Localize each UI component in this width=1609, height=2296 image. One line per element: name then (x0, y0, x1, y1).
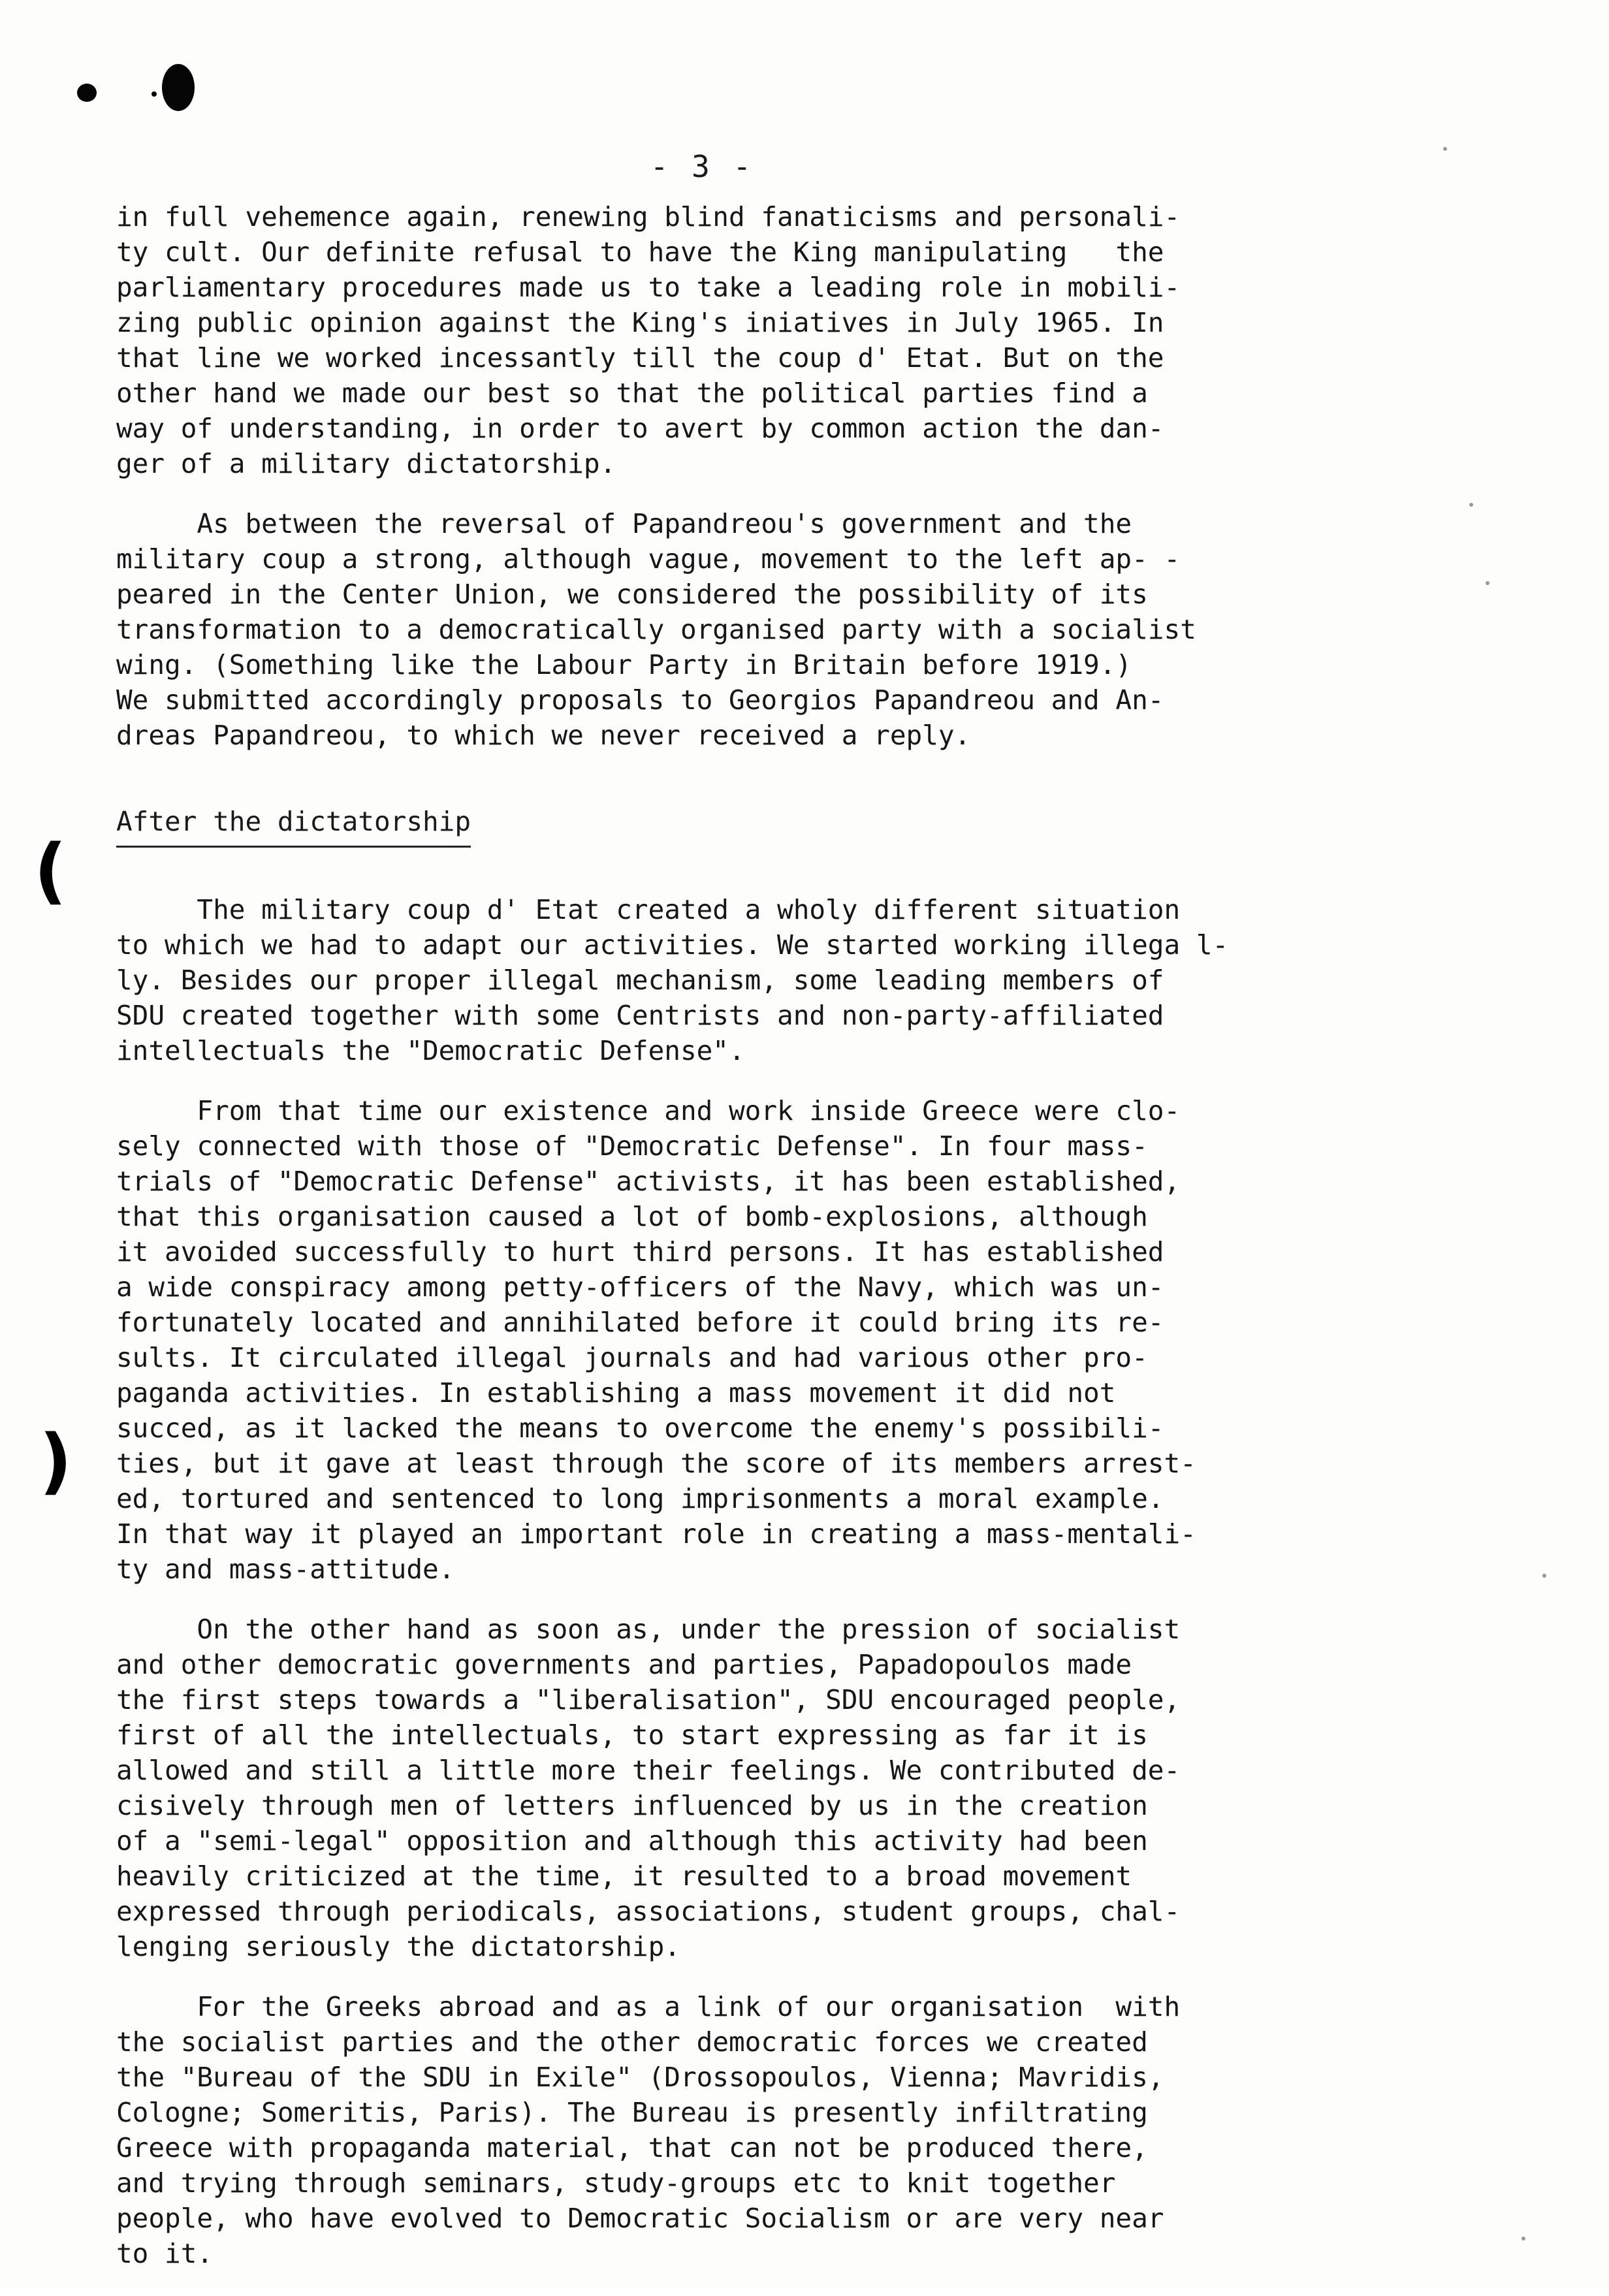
scan-speck (1486, 581, 1490, 585)
punch-hole-dot (77, 84, 97, 102)
scan-speck (1469, 503, 1473, 507)
paragraph: From that time our existence and work inside Greece were clo- sely connected with those of "Democratic Defense". In four mass- trials of "Democratic Defense" activists, it has been established, that this organisation caused a lot of bomb-explosions, although it avoided successfully to hurt third persons. It has established a wide conspiracy among petty-officers of the Navy, which was un- fortunately located and annihilated before it could bring its re- sults. It circulated illegal journals and had various other pro- paganda activities. In establishing a mass movement it did not succed, as it lacked the means to overcome the enemy's possibili- ties, but it gave at least through the score of its members arrest- ed, tortured and sentenced to long imprisonments a moral example. In that way it played an important role in creating a mass-mentali- ty and mass-attitude. (116, 1095, 1196, 1585)
paragraph: in full vehemence again, renewing blind fanaticisms and personali- ty cult. Our definite refusal to have the King manipulating the parliamentary procedures made us to take a leading role in mobili- zing public opinion against the King's iniatives in July 1965. In that line we worked incessantly till the coup d' Etat. But on the other hand we made our best so that the political parties find a way of understanding, in order to avert by common action the dan- ger of a military dictatorship. (116, 201, 1181, 479)
margin-bracket-close: ) (39, 1419, 72, 1503)
paragraph: For the Greeks abroad and as a link of our organisation with the socialist parties and the other democratic forces we created the "Bureau of the SDU in Exile" (Drossopoulos, Vienna; Mavridis, Cologne; Someritis, Paris). The Bureau is presently infiltrating Greece with propaganda material, that can not be produced there, and trying through seminars, study-groups etc to knit together people, who have evolved to Democratic Socialism or are very near to it. (116, 1991, 1181, 2269)
margin-bracket-open: ( (34, 829, 67, 912)
paragraph: The military coup d' Etat created a wholy different situation to which we had to adapt our activities. We started working illega l- ly. Besides our proper illegal mechanism, some leading members of SDU created together with some Centrists and non-party-affiliated intellectuals the "Democratic Defense". (116, 894, 1229, 1066)
section-heading: After the dictatorship (116, 804, 471, 848)
document-body (116, 199, 1461, 2296)
page-number: - 3 - (650, 149, 754, 184)
scan-speck (1521, 2237, 1525, 2240)
paragraph: As between the reversal of Papandreou's government and the military coup a strong, although vague, movement to the left ap- - peared in the Center Union, we considered the possibility of its transformation to a democratically organised party with a socialist wing. (Something like the Labour Party in Britain before 1919.) We submitted accordingly proposals to Georgios Papandreou and An- dreas Papandreou, to which we never received a reply. (116, 508, 1196, 751)
punch-hole-large (162, 64, 195, 111)
scan-speck (1443, 147, 1447, 151)
punch-hole-small (151, 91, 157, 97)
scan-speck (1542, 1574, 1546, 1578)
paragraph: On the other hand as soon as, under the pression of socialist and other democratic governments and parties, Papadopoulos made the first steps towards a "liberalisation", SDU encouraged people, first of all the intellectuals, to start expressing as far it is allowed and still a little more their feelings. We contributed de- cisively through men of letters influenced by us in the creation of a "semi-legal" opposition and although this activity had been heavily criticized at the time, it resulted to a broad movement expressed through periodicals, associations, student groups, chal- lenging seriously the dictatorship. (116, 1614, 1181, 1962)
